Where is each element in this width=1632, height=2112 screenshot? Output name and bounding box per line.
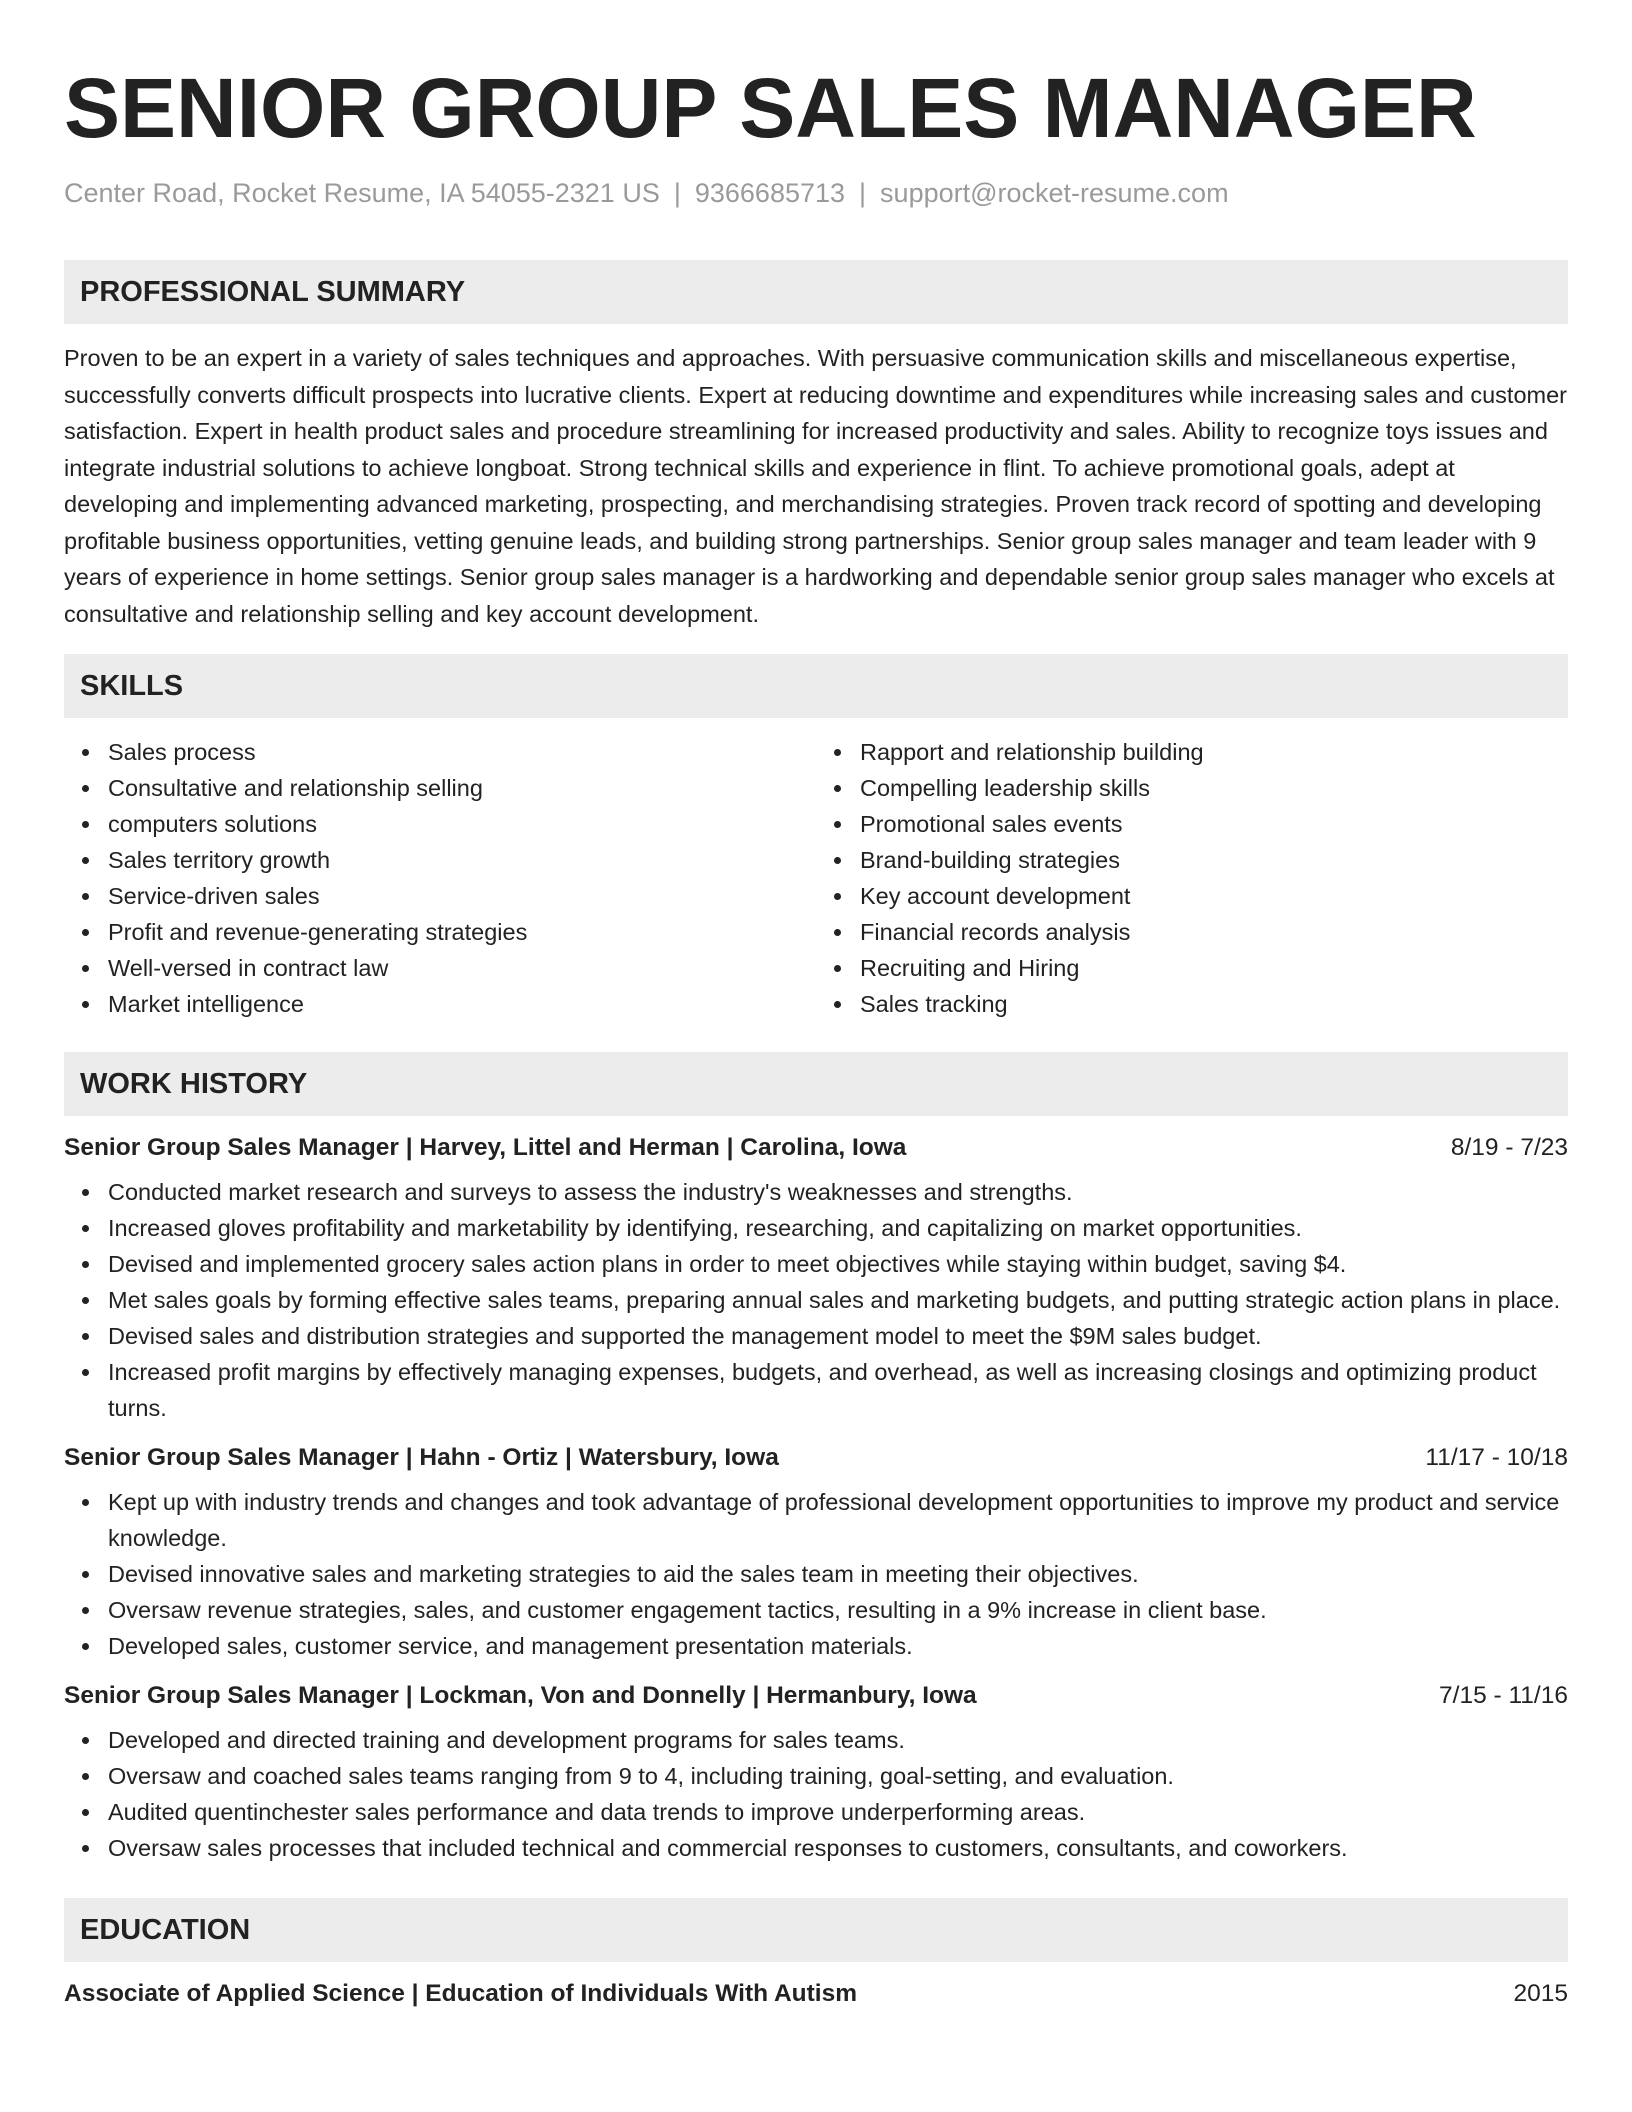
work-history-header: WORK HISTORY — [64, 1052, 1568, 1116]
job-bullet: Oversaw and coached sales teams ranging from 9 to 4, including training, goal-setting, and evaluation. — [108, 1758, 1568, 1794]
job-bullet: Increased gloves profitability and marketability by identifying, researching, and capitalizing on market opportunities. — [108, 1210, 1568, 1246]
skills-left-column — [64, 734, 816, 1022]
job-title: Senior Group Sales Manager | Lockman, Von and Donnelly | Hermanbury, Iowa — [64, 1682, 977, 1709]
job-bullet: Devised innovative sales and marketing strategies to aid the sales team in meeting their objectives. — [108, 1556, 1568, 1592]
contact-line — [64, 178, 1568, 209]
contact-separator: | — [673, 178, 681, 208]
skill-item: Profit and revenue-generating strategies — [108, 914, 816, 950]
job-entry — [64, 1682, 1568, 1866]
skills-header: SKILLS — [64, 654, 1568, 718]
contact-phone: 9366685713 — [694, 178, 846, 208]
job-title: Senior Group Sales Manager | Harvey, Littel and Herman | Carolina, Iowa — [64, 1134, 907, 1161]
job-bullet: Oversaw revenue strategies, sales, and customer engagement tactics, resulting in a 9% increase in client base. — [108, 1592, 1568, 1628]
job-bullets — [64, 1484, 1568, 1664]
skill-item: Consultative and relationship selling — [108, 770, 816, 806]
skill-item: Well-versed in contract law — [108, 950, 816, 986]
job-bullet: Kept up with industry trends and changes and took advantage of professional development opportunities to improve my product and service knowledge. — [108, 1484, 1568, 1556]
job-heading-row — [64, 1682, 1568, 1710]
contact-email[interactable]: support@rocket-resume.com — [880, 178, 1229, 208]
job-bullet: Oversaw sales processes that included technical and commercial responses to customers, consultants, and coworkers. — [108, 1830, 1568, 1866]
education-heading-row — [64, 1980, 1568, 2008]
job-bullet: Met sales goals by forming effective sales teams, preparing annual sales and marketing budgets, and putting strategic action plans in place. — [108, 1282, 1568, 1318]
job-bullet: Developed sales, customer service, and management presentation materials. — [108, 1628, 1568, 1664]
skill-item: Service-driven sales — [108, 878, 816, 914]
skills-list — [64, 734, 1568, 1022]
education-year: 2015 — [1513, 1980, 1568, 2007]
skill-item: Market intelligence — [108, 986, 816, 1022]
summary-text: Proven to be an expert in a variety of sales techniques and approaches. With persuasive communication skills and miscellaneous expertise, successfully converts difficult prospects into lucrative clients. Expert at reducing downtime and expenditures while increasing sales and customer satisfaction. Expert in health product sales and procedure streamlining for increased productivity and sales. Ability to recognize toys issues and integrate industrial solutions to achieve longboat. Strong technical skills and experience in flint. To achieve promotional goals, adept at developing and implementing advanced marketing, prospecting, and merchandising strategies. Proven track record of spotting and developing profitable business opportunities, vetting genuine leads, and building strong partnerships. Senior group sales manager and team leader with 9 years of experience in home settings. Senior group sales manager is a hardworking and dependable senior group sales manager who excels at consultative and relationship selling and key account development. — [64, 345, 1568, 627]
skill-item: Financial records analysis — [860, 914, 1568, 950]
skill-item: Sales process — [108, 734, 816, 770]
job-heading-row — [64, 1444, 1568, 1472]
skill-item: Sales tracking — [860, 986, 1568, 1022]
job-bullet: Conducted market research and surveys to assess the industry's weaknesses and strengths. — [108, 1174, 1568, 1210]
job-dates: 7/15 - 11/16 — [1439, 1682, 1568, 1709]
skill-item: Key account development — [860, 878, 1568, 914]
skill-item: Compelling leadership skills — [860, 770, 1568, 806]
resume-name: SENIOR GROUP SALES MANAGER — [64, 61, 1477, 155]
job-bullet: Devised and implemented grocery sales action plans in order to meet objectives while staying within budget, saving $4. — [108, 1246, 1568, 1282]
education-degree: Associate of Applied Science | Education of Individuals With Autism — [64, 1980, 858, 2007]
job-dates: 11/17 - 10/18 — [1425, 1444, 1568, 1471]
skill-item: computers solutions — [108, 806, 816, 842]
skill-item: Rapport and relationship building — [860, 734, 1568, 770]
job-dates: 8/19 - 7/23 — [1450, 1134, 1568, 1161]
education-header: EDUCATION — [64, 1898, 1568, 1962]
job-heading-row — [64, 1134, 1568, 1162]
skill-item: Sales territory growth — [108, 842, 816, 878]
skill-item: Promotional sales events — [860, 806, 1568, 842]
job-bullet: Devised sales and distribution strategies and supported the management model to meet the $9M sales budget. — [108, 1318, 1568, 1354]
contact-address: Center Road, Rocket Resume, IA 54055-2321 US — [64, 178, 660, 208]
job-bullets — [64, 1722, 1568, 1866]
job-bullet: Audited quentinchester sales performance and data trends to improve underperforming areas. — [108, 1794, 1568, 1830]
job-entry — [64, 1134, 1568, 1426]
skill-item: Recruiting and Hiring — [860, 950, 1568, 986]
contact-separator: | — [859, 178, 867, 208]
job-title: Senior Group Sales Manager | Hahn - Ortiz | Watersbury, Iowa — [64, 1444, 779, 1471]
job-bullet: Increased profit margins by effectively managing expenses, budgets, and overhead, as well as increasing closings and optimizing product turns. — [108, 1354, 1568, 1426]
summary-header: PROFESSIONAL SUMMARY — [64, 260, 1568, 324]
job-entry — [64, 1444, 1568, 1664]
job-bullet: Developed and directed training and development programs for sales teams. — [108, 1722, 1568, 1758]
skills-right-column — [816, 734, 1568, 1022]
job-bullets — [64, 1174, 1568, 1426]
skill-item: Brand-building strategies — [860, 842, 1568, 878]
